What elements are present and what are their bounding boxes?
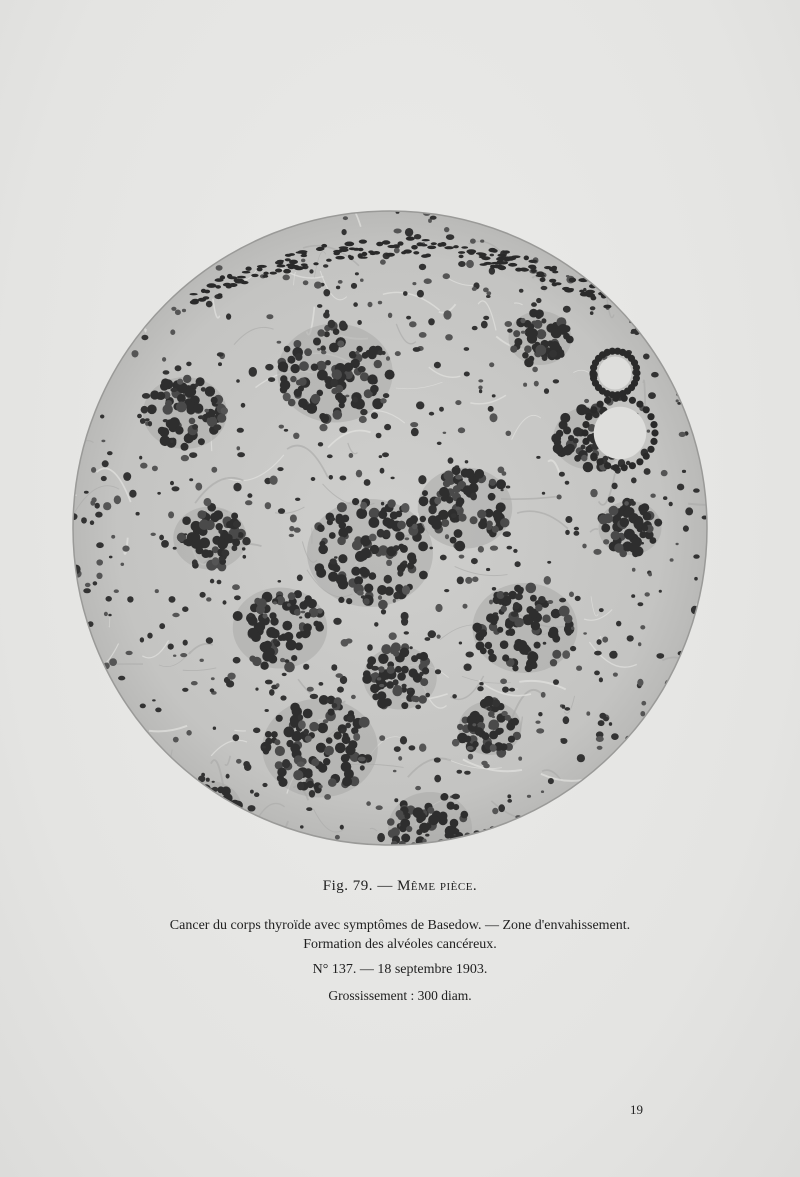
micrograph-plate xyxy=(70,208,710,848)
figure-label: Fig. 79. xyxy=(322,878,374,894)
magnification-note: Grossissement : 300 diam. xyxy=(328,988,472,1003)
figure-description xyxy=(0,916,800,954)
page-number: 19 xyxy=(630,1102,643,1117)
description-line-1: Cancer du corps thyroïde avec symptômes de Basedow. — Zone d'envahissement. xyxy=(169,918,631,933)
figure-title xyxy=(0,878,800,895)
specimen-reference: N° 137. — 18 septembre 1903. xyxy=(312,962,488,977)
histology-micrograph-image xyxy=(70,208,710,848)
description-line-2: Formation des alvéoles cancéreux. xyxy=(303,937,497,952)
figure-dash: — xyxy=(377,878,393,894)
figure-heading: Même pièce. xyxy=(397,878,478,894)
